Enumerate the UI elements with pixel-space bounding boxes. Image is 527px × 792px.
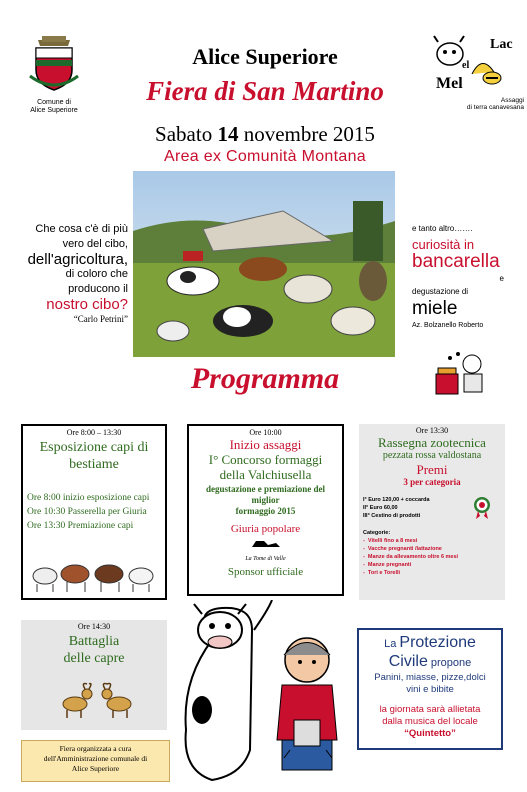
rosette-icon — [471, 496, 493, 520]
box3-prizes — [359, 496, 505, 520]
box2-giuria: Giuria popolare — [230, 523, 301, 535]
box3-cat-title: Categorie: — [363, 530, 391, 536]
cheese-contest-box — [187, 424, 344, 596]
box4-time: Ore 14:30 — [77, 622, 111, 631]
cow-bee-logo-icon — [432, 34, 524, 92]
box1-time: Ore 8:00 – 13:30 — [66, 428, 122, 437]
farm-animals-cartoon-icon — [29, 554, 163, 594]
organizer-box — [21, 740, 170, 782]
quote-line-4: di coloro che — [65, 268, 128, 280]
box3-premi: Premi — [416, 462, 448, 477]
date-suffix: novembre 2015 — [238, 122, 375, 146]
box3-category: - Vacche pregnanti /lattazione — [363, 546, 442, 552]
box5-propone: propone — [427, 657, 472, 669]
box5-line-2 — [359, 653, 501, 672]
extras-line-1: e tanto altro……. — [412, 224, 473, 233]
organizer-line-3: Alice Superiore — [71, 764, 120, 773]
box1-item-1: Ore 8:00 inizio esposizione capi — [27, 493, 150, 503]
page-title: Alice Superiore — [192, 44, 338, 69]
box3-title-2: pezzata rossa valdostana — [382, 450, 482, 461]
organizer-line-1: Fiera organizzata a cura — [59, 744, 132, 753]
goat-battle-box — [21, 620, 167, 730]
brand-lac: Lac — [490, 37, 513, 52]
farm-animals-photo — [133, 171, 395, 357]
brand-el: el — [462, 60, 470, 71]
extras-line-4: e — [499, 274, 504, 283]
civil-protection-box — [357, 628, 503, 750]
box4-title-1: Battaglia — [68, 634, 120, 649]
box5-music-2: dalla musica del locale — [382, 716, 478, 727]
box5-music-3: “Quintetto” — [404, 728, 456, 739]
box3-category: - Manze pregnanti — [363, 562, 412, 568]
tome-di-valle-logo — [189, 537, 342, 562]
municipality-logo — [22, 36, 86, 115]
box3-prize-1: I° Euro 120,00 + coccarda — [363, 497, 430, 503]
date-day: 14 — [217, 122, 239, 146]
box3-time: Ore 13:30 — [415, 426, 449, 435]
cow-and-farmer-illustration-icon — [172, 600, 344, 785]
quote-line-6: nostro cibo? — [46, 296, 128, 313]
box5-music-1: la giornata sarà allietata — [379, 704, 481, 715]
box5-line-1 — [359, 634, 501, 653]
box5-civile: Civile — [388, 653, 428, 670]
lac-el-mel-logo — [432, 34, 524, 111]
box3-categories — [359, 529, 505, 577]
program-heading: Programma — [190, 362, 340, 395]
zootechnical-show-box — [359, 424, 505, 600]
box2-sub-2: miglior — [251, 495, 280, 505]
box2-sub-1: degustazione e premiazione del — [205, 484, 326, 494]
box5-la: La — [384, 638, 400, 650]
quote-line-3: dell'agricoltura, — [27, 251, 128, 268]
box3-per-category: 3 per categoria — [403, 477, 461, 487]
box2-sponsor: Sponsor ufficiale — [227, 566, 304, 578]
extras-line-6: miele — [412, 298, 458, 319]
box4-title-2: delle capre — [63, 651, 125, 666]
logo-tagline-1: Assaggi — [500, 97, 524, 104]
brand-mel: Mel — [436, 75, 463, 92]
quote-line-2: vero del cibo, — [62, 238, 128, 250]
box1-title — [23, 439, 165, 473]
date-prefix: Sabato — [155, 122, 218, 146]
tome-logo-text: La Tome di Valle — [245, 556, 286, 562]
box5-protezione: Protezione — [399, 634, 476, 651]
fighting-goats-icon — [57, 680, 137, 720]
logo-caption-2: Alice Superiore — [30, 107, 78, 114]
box2-title-1: Inizio assaggi — [229, 437, 302, 452]
box3-prize-3: III° Cestino di prodotti — [363, 513, 421, 519]
box5-food-1: Panini, miasse, pizze,dolci — [374, 672, 486, 683]
event-date — [100, 122, 430, 147]
box2-sub-3: formaggio 2015 — [235, 506, 296, 516]
quote-line-5: producono il — [68, 283, 128, 295]
quote-line-1: Che cosa c'è di più — [35, 223, 128, 235]
box3-category: - Vitelli fino a 8 mesi — [363, 538, 418, 544]
livestock-exhibition-box — [21, 424, 167, 600]
beekeeper-illustration-icon — [432, 348, 492, 400]
box3-prize-2: II° Euro 60,00 — [363, 505, 398, 511]
box2-title-2: I° Concorso formaggi — [208, 452, 323, 467]
box3-category: - Manze da allevamento oltre 6 mesi — [363, 554, 459, 560]
box1-item-2: Ore 10:30 Passerella per Giuria — [27, 507, 147, 517]
box1-schedule — [23, 491, 165, 533]
extras-line-7: Az. Bolzanello Roberto — [412, 322, 484, 329]
extras-line-5: degustazione di — [412, 287, 469, 296]
coat-of-arms-icon — [28, 36, 80, 94]
box5-food-2: vini e bibite — [406, 684, 454, 695]
box3-category: - Tori e Torelli — [363, 570, 401, 576]
logo-caption-1: Comune di — [37, 99, 71, 106]
goat-silhouette-icon — [246, 537, 286, 551]
extras-line-3: bancarella — [412, 251, 500, 272]
box1-title-2: bestiame — [69, 457, 119, 472]
box2-time: Ore 10:00 — [249, 428, 282, 437]
event-location: Area ex Comunità Montana — [164, 148, 366, 165]
box2-title-3: della Valchiusella — [219, 467, 312, 482]
box1-item-3: Ore 13:30 Premiazione capi — [27, 521, 134, 531]
extras-block — [412, 222, 524, 332]
logo-tagline-2: di terra canavesana — [466, 104, 524, 111]
page-subtitle: Fiera di San Martino — [146, 76, 384, 106]
extras-line-2: curiosità in — [412, 237, 475, 252]
quote-block — [6, 222, 128, 327]
quote-author: “Carlo Petrini” — [73, 314, 128, 324]
organizer-line-2: dell'Amministrazione comunale di — [43, 754, 148, 763]
box1-title-1: Esposizione capi di — [39, 440, 149, 455]
box3-title-1: Rassegna zootecnica — [378, 435, 486, 450]
